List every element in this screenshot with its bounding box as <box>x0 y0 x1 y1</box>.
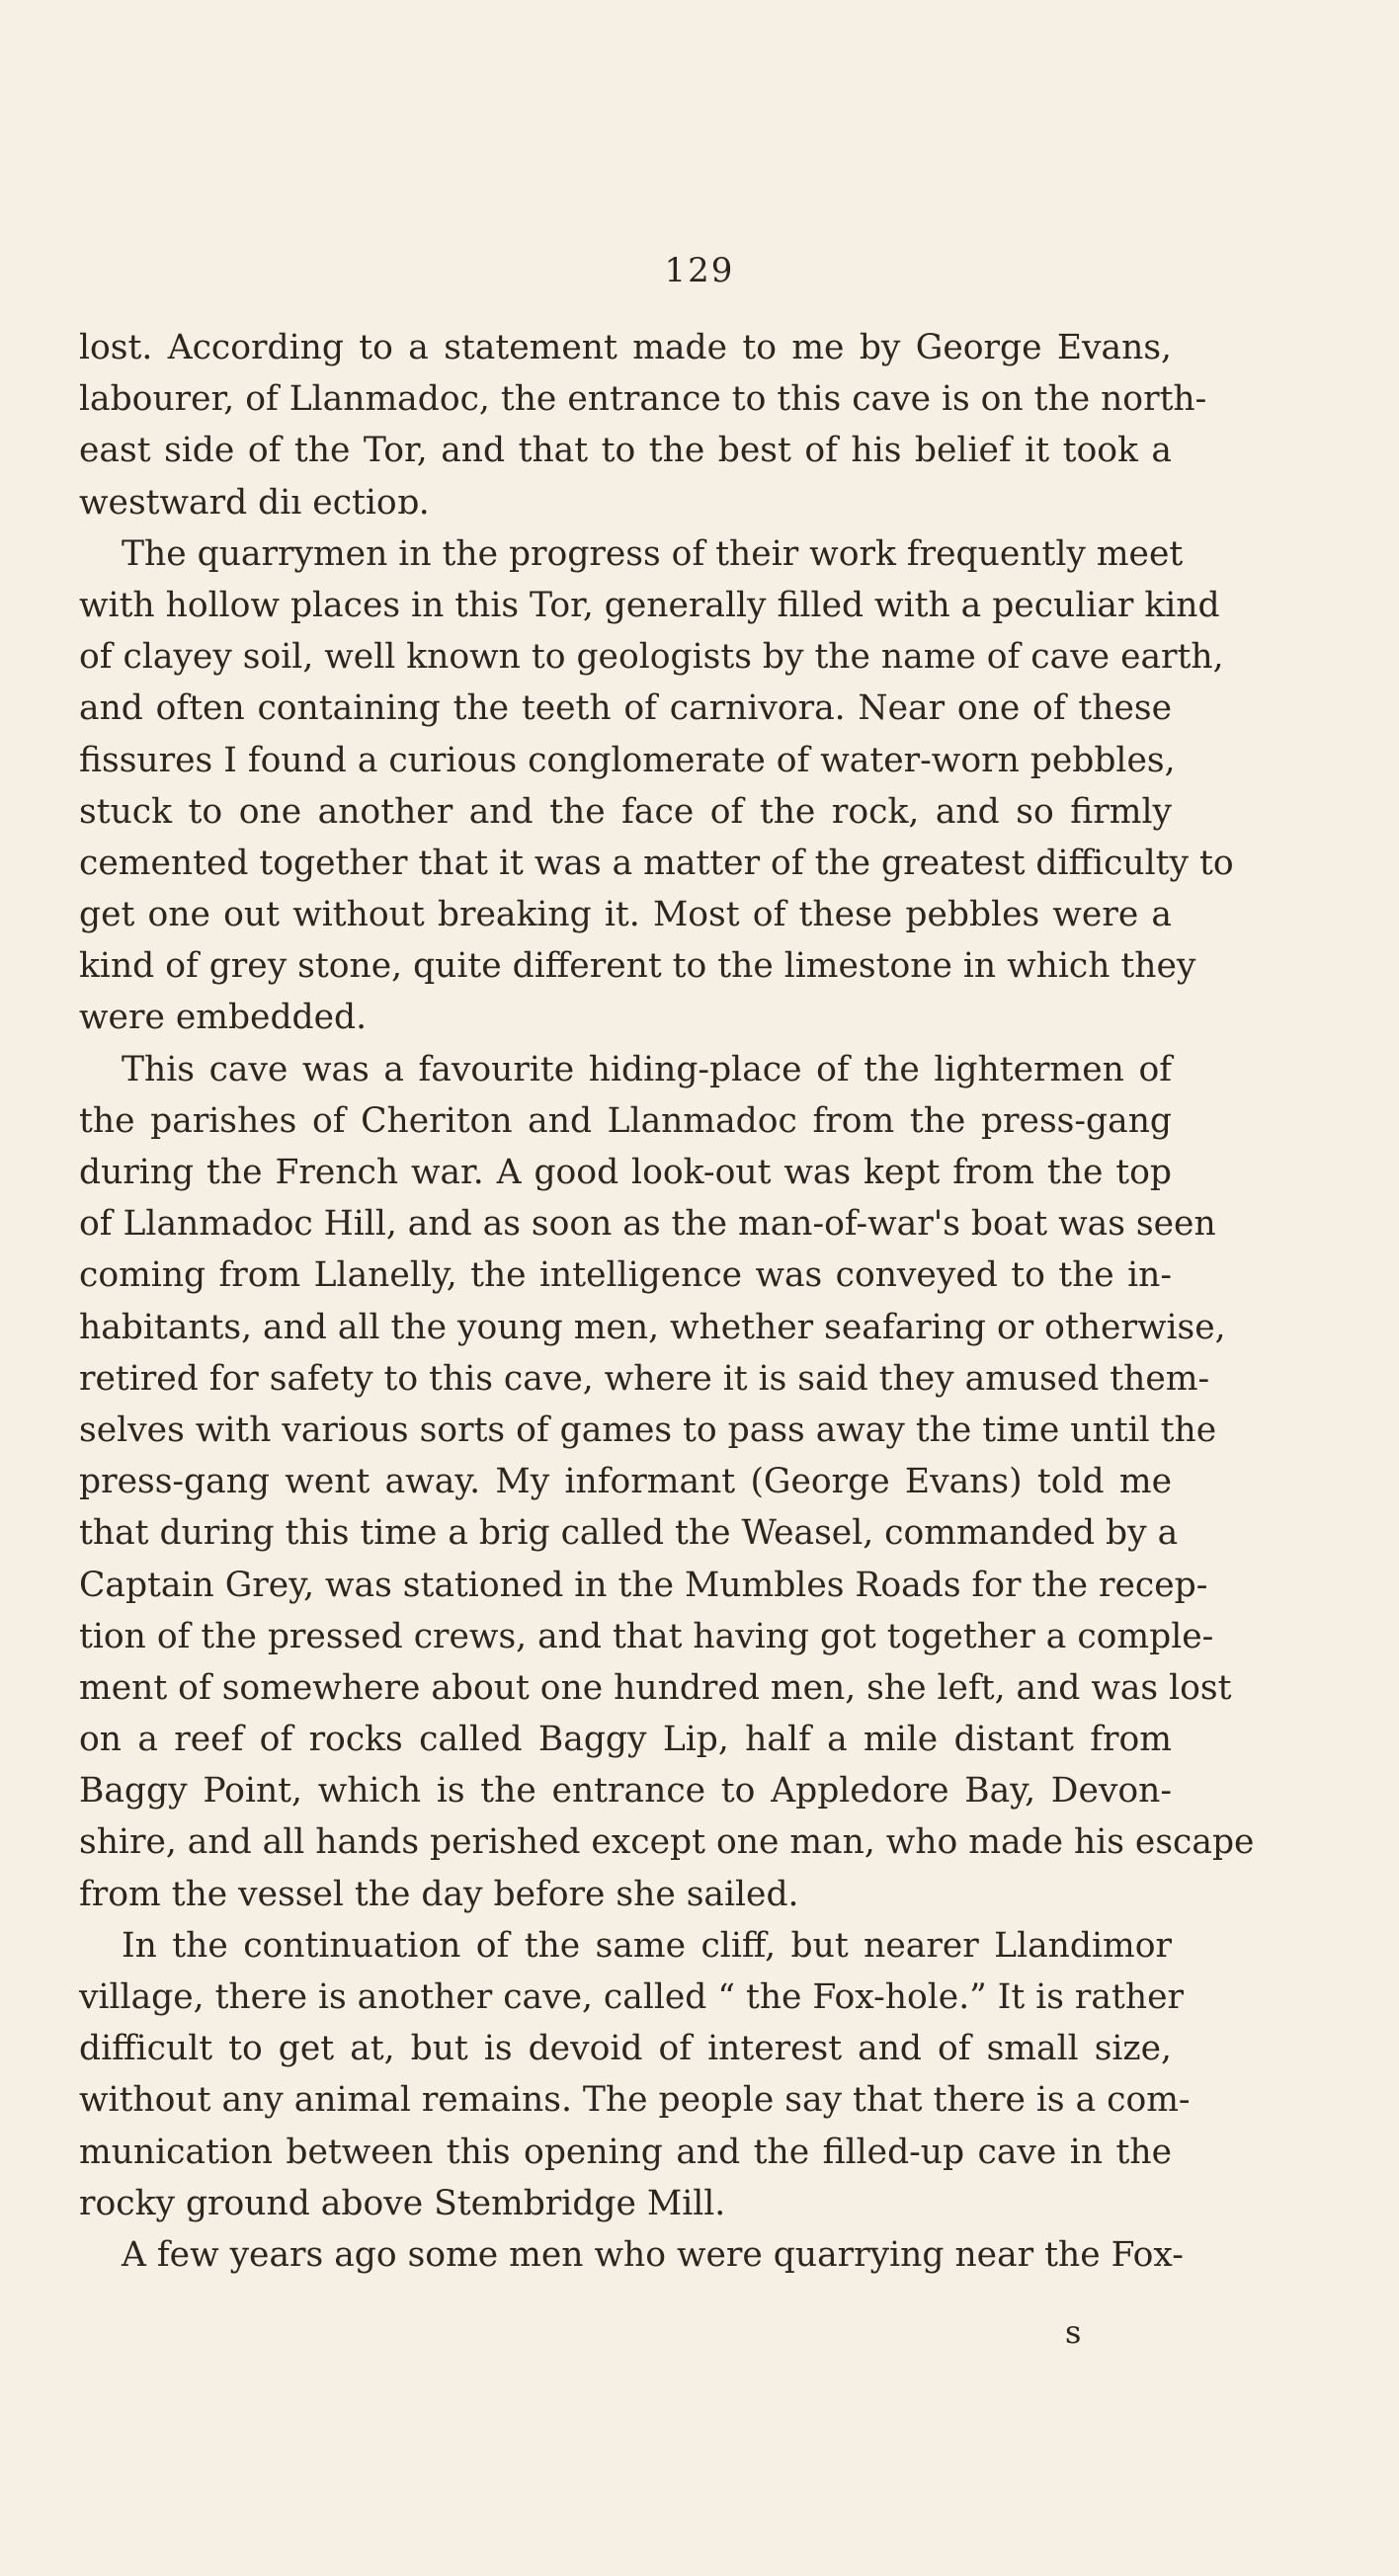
text-line: without any animal remains. The people say that there is a com- <box>79 2080 1191 2121</box>
text-line: get one out without breaking it. Most of these pebbles were a <box>79 895 1172 935</box>
text-line: ment of somewhere about one hundred men, she left, and was lost <box>79 1667 1232 1708</box>
text-line: of clayey soil, well known to geologists by the name of cave earth, <box>79 637 1224 678</box>
text-line: shire, and all hands perished except one man, who made his escape <box>79 1822 1255 1863</box>
text-line: coming from Llanelly, the intelligence was conveyed to the in- <box>79 1255 1172 1296</box>
text-line: habitants, and all the young men, whether seafaring or otherwise, <box>79 1307 1226 1347</box>
text-line: east side of the Tor, and that to the best of his belief it took a <box>79 431 1172 471</box>
signature-mark: s <box>1065 2313 1082 2351</box>
text-line: on a reef of rocks called Baggy Lip, half a mile distant from <box>79 1720 1172 1760</box>
body-text <box>79 322 1255 2281</box>
text-line: rocky ground above Stembridge Mill. <box>79 2183 726 2223</box>
text-line: with hollow places in this Tor, generally filled with a peculiar kind <box>79 585 1220 625</box>
text-line: Captain Grey, was stationed in the Mumbles Roads for the recep- <box>79 1565 1208 1605</box>
text-line: The quarrymen in the progress of their work frequently meet <box>122 533 1184 574</box>
text-line: retired for safety to this cave, where it is said they amused them- <box>79 1358 1210 1399</box>
text-line: kind of grey stone, quite different to the limestone in which they <box>79 946 1196 987</box>
text-line: and often containing the teeth of carnivora. Near one of these <box>79 688 1172 729</box>
text-line: This cave was a favourite hiding-place of the lightermen of <box>122 1049 1172 1089</box>
text-line: fissures I found a curious conglomerate of water-worn pebbles, <box>79 740 1176 780</box>
text-line: that during this time a brig called the Weasel, commanded by a <box>79 1513 1179 1554</box>
text-line: stuck to one another and the face of the rock, and so firmly <box>79 791 1172 832</box>
text-line: difficult to get at, but is devoid of interest and of small size, <box>79 2029 1172 2069</box>
text-line: westward diı ectioɒ. <box>79 482 430 523</box>
text-line: munication between this opening and the filled-up cave in the <box>79 2132 1172 2172</box>
text-line: press-gang went away. My informant (George Evans) told me <box>79 1462 1172 1502</box>
text-line: selves with various sorts of games to pass away the time until the <box>79 1409 1217 1450</box>
text-line: of Llanmadoc Hill, and as soon as the man-of-war's boat was seen <box>79 1204 1216 1245</box>
text-line: lost. According to a statement made to me by George Evans, <box>79 328 1172 367</box>
text-line: labourer, of Llanmadoc, the entrance to this cave is on the north- <box>79 379 1207 420</box>
text-line: cemented together that it was a matter of the greatest difficulty to <box>79 843 1234 883</box>
text-line: In the continuation of the same cliff, but nearer Llandimor <box>122 1925 1172 1966</box>
text-line: from the vessel the day before she sailed. <box>79 1874 799 1914</box>
page-number: 129 <box>664 251 735 290</box>
text-line: during the French war. A good look-out was kept from the top <box>79 1153 1172 1192</box>
text-line: were embedded. <box>79 998 368 1038</box>
text-line: tion of the pressed crews, and that having got together a comple- <box>79 1616 1214 1656</box>
text-line: village, there is another cave, called “ the Fox-hole.” It is rather <box>79 1977 1184 2017</box>
text-line: A few years ago some men who were quarrying near the Fox- <box>122 2234 1184 2275</box>
text-line: the parishes of Cheriton and Llanmadoc from the press-gang <box>79 1100 1172 1141</box>
text-line: Baggy Point, which is the entrance to Appledore Bay, Devon- <box>79 1771 1172 1811</box>
